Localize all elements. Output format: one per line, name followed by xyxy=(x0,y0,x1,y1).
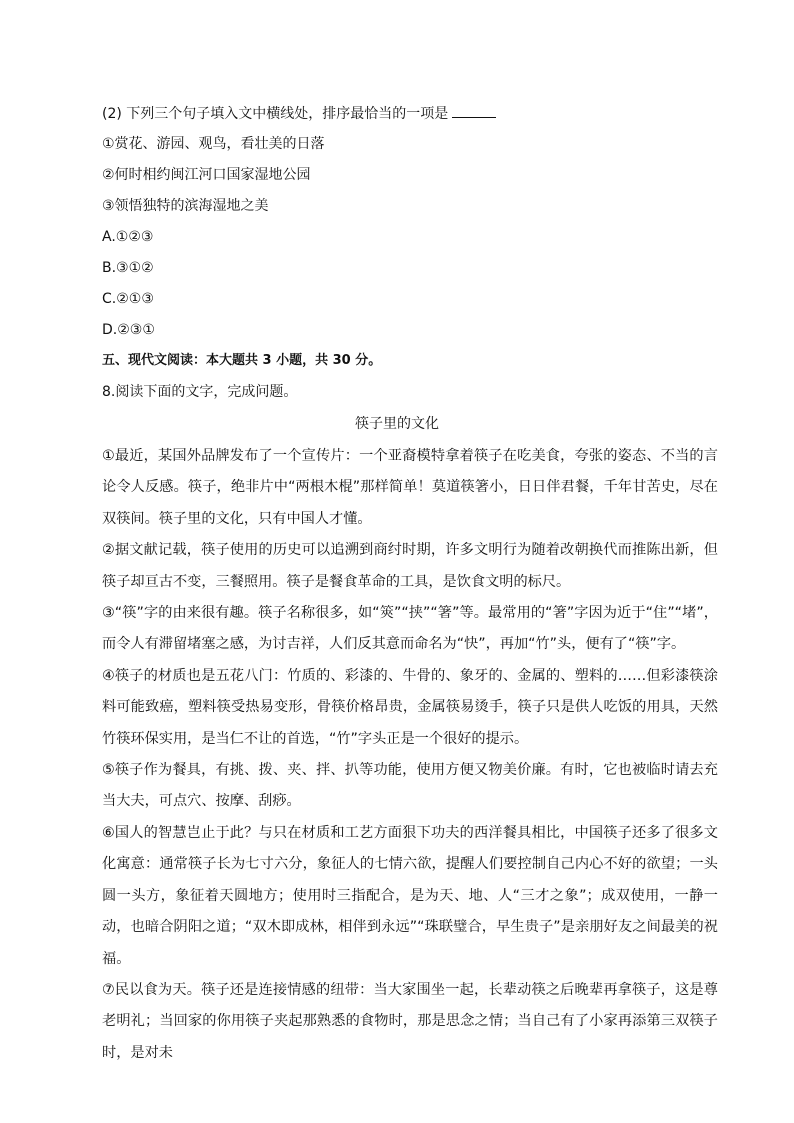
option-b: B.③①② xyxy=(102,260,154,276)
option-d: D.②③① xyxy=(102,322,155,338)
article-paragraph: ⑦民以食为天。筷子还是连接情感的纽带：当大家围坐一起，长辈动筷之后晚辈再拿筷子，这是尊老明礼；当回家的你用筷子夹起那熟悉的食物时，那是思念之情；当自己有了小家再添第三双筷子时，是对未 xyxy=(102,981,718,1061)
question-stem xyxy=(102,103,496,124)
question-8-instruction: 8.阅读下面的文字，完成问题。 xyxy=(102,384,298,400)
article-body xyxy=(102,441,718,1069)
option-c: C.②①③ xyxy=(102,291,154,307)
section-heading: 五、现代文阅读：本大题共 3 小题，共 30 分。 xyxy=(102,353,382,368)
option-a: A.①②③ xyxy=(102,229,154,245)
article-paragraph: ③“筷”字的由来很有趣。筷子名称很多，如“筴”“挟”“箸”等。最常用的“箸”字因为近于“住”“堵”，而令人有滞留堵塞之感，为讨吉祥，人们反其意而命名为“快”，再加“竹”头，便有了“筷”字。 xyxy=(102,605,718,653)
article-paragraph: ⑤筷子作为餐具，有挑、拨、夹、拌、扒等功能，使用方便又物美价廉。有时，它也被临时请去充当大夫，可点穴、按摩、刮痧。 xyxy=(102,762,718,810)
article-paragraph: ①最近，某国外品牌发布了一个宣传片：一个亚裔模特拿着筷子在吃美食，夸张的姿态、不当的言论令人反感。筷子，绝非片中“两根木棍”那样简单！莫道筷箸小，日日伴君餐，千年甘苦史，尽在双筷间。筷子里的文化，只有中国人才懂。 xyxy=(102,448,718,527)
sentence-3: ③领悟独特的滨海湿地之美 xyxy=(102,198,269,214)
article-paragraph: ⑥国人的智慧岂止于此？与只在材质和工艺方面狠下功夫的西洋餐具相比，中国筷子还多了很多文化寓意：通常筷子长为七寸六分，象征人的七情六欲，提醒人们要控制自己内心不好的欲望；一头圆一头方，象征着天圆地方；使用时三指配合，是为天、地、人“三才之象”；成双使用，一静一动，也暗合阴阳之道；“双木即成林，相伴到永远”“珠联璧合，早生贵子”是亲朋好友之间最美的祝福。 xyxy=(102,824,718,967)
sentence-1: ①赏花、游园、观鸟，看壮美的日落 xyxy=(102,136,325,152)
article-title: 筷子里的文化 xyxy=(355,416,439,432)
answer-blank xyxy=(452,103,496,118)
article-paragraph: ④筷子的材质也是五花八门：竹质的、彩漆的、牛骨的、象牙的、金属的、塑料的……但彩漆筷涂料可能致癌，塑料筷受热易变形，骨筷价格昂贵，金属筷易烫手，筷子只是供人吃饭的用具，天然竹筷环保实用，是当仁不让的首选，“竹”字头正是一个很好的提示。 xyxy=(102,667,718,747)
question-stem-text: (2) 下列三个句子填入文中横线处，排序最恰当的一项是 xyxy=(102,106,449,122)
article-paragraph: ②据文献记载，筷子使用的历史可以追溯到商纣时期，许多文明行为随着改朝换代而推陈出新，但筷子却亘古不变，三餐照用。筷子是餐食革命的工具，是饮食文明的标尺。 xyxy=(102,542,718,590)
sentence-2: ②何时相约闽江河口国家湿地公园 xyxy=(102,167,311,183)
